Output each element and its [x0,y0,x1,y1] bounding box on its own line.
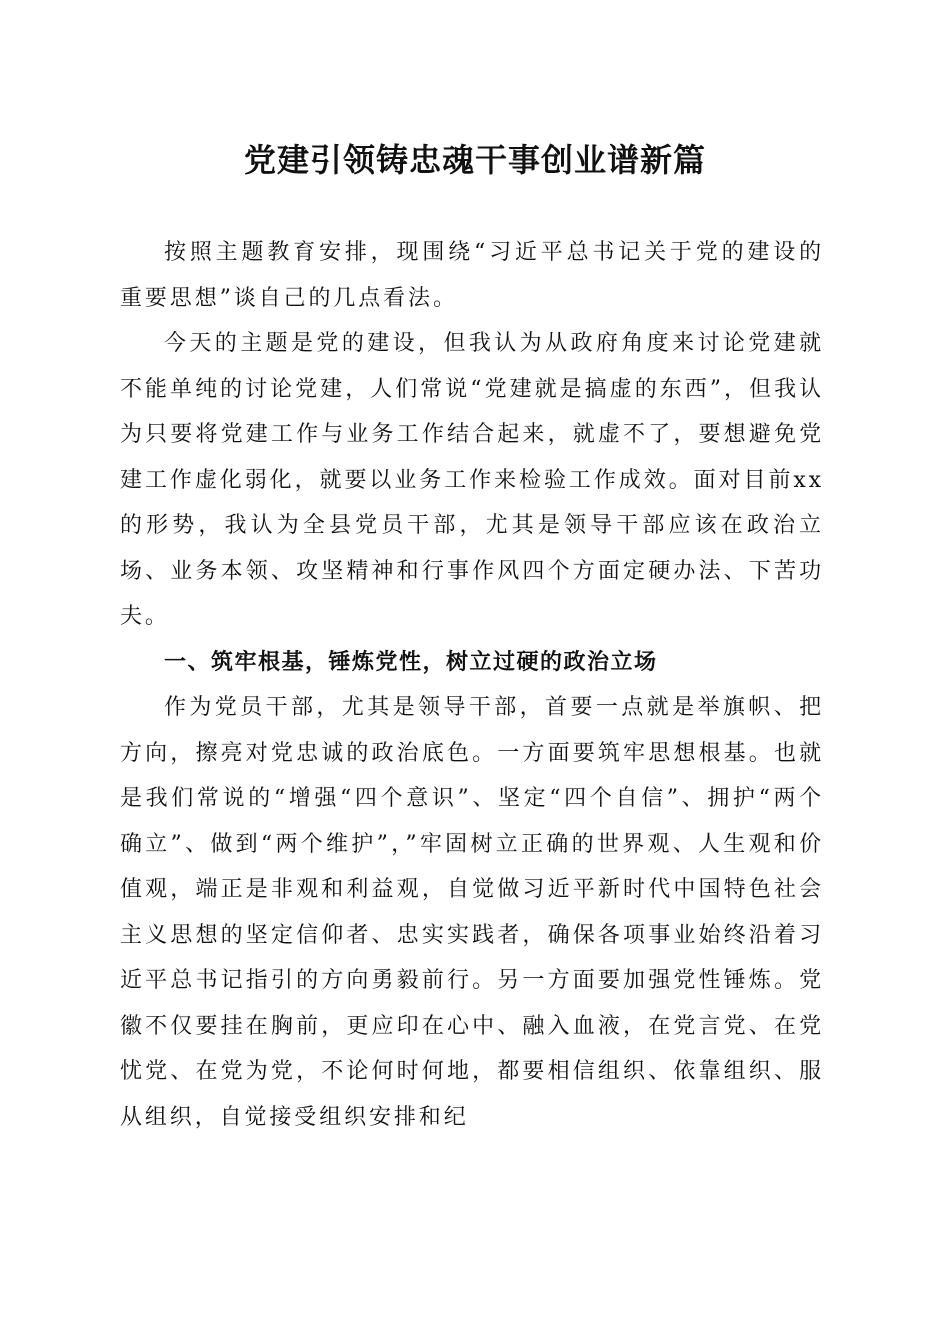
section-paragraph: 作为党员干部，尤其是领导干部，首要一点就是举旗帜、把方向，擦亮对党忠诚的政治底色。一方面要筑牢思想根基。也就是我们常说的“增强“四个意识”、坚定“四个自信”、拥护“两个确立”、做到“两个维护”，”牢固树立正确的世界观、人生观和价值观，端正是非观和利益观，自觉做习近平新时代中国特色社会主义思想的坚定信仰者、忠实实践者，确保各项事业始终沿着习近平总书记指引的方向勇毅前行。另一方面要加强党性锤炼。党徽不仅要挂在胸前，更应印在心中、融入血液，在党言党、在党忧党、在党为党，不论何时何地，都要相信组织、依靠组织、服从组织，自觉接受组织安排和纪 [120,695,824,1130]
context-paragraph: 今天的主题是党的建设，但我认为从政府角度来讨论党建就不能单纯的讨论党建，人们常说“党建就是搞虚的东西”，但我认为只要将党建工作与业务工作结合起来，就虚不了，要想避免党建工作虚化弱化，就要以业务工作来检验工作成效。面对目前xx的形势，我认为全县党员干部，尤其是领导干部应该在政治立场、业务本领、攻坚精神和行事作风四个方面定硬办法、下苦功夫。 [120,331,824,629]
section-heading: 一、筑牢根基，锤炼党性，树立过硬的政治立场 [164,649,658,675]
document-body [120,230,824,1140]
document-title: 党建引领铸忠魂干事创业谱新篇 [243,141,706,179]
intro-paragraph: 按照主题教育安排，现围绕“习近平总书记关于党的建设的重要思想”谈自己的几点看法。 [120,240,824,311]
